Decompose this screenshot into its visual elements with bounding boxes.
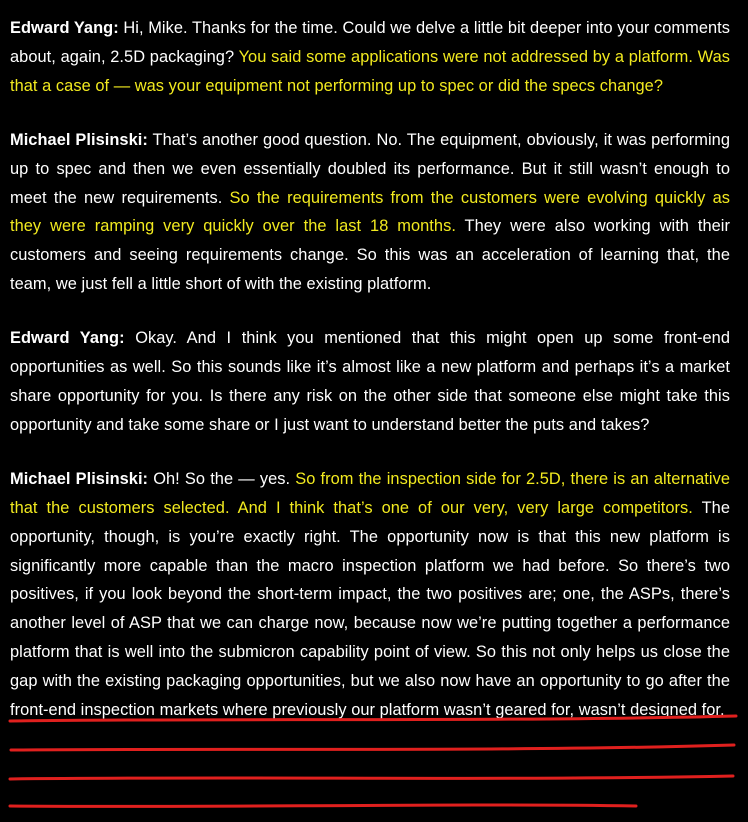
paragraph-text: The opportunity, though, is you’re exactly right. The opportunity now is that this new platform is significantly more capable than the macro inspection platform we had before. So there’s two positives, if you look beyond the short-term impact, the two positives are; one, the ASPs, there’s another level of ASP that we can charge now, because now we’re putting together a performance platform that is well into the submicron capability point of view. So this not only helps us close the gap with the existing packaging opportunities, but we also now have an opportunity to go after the front-end inspection markets where previously our platform wasn’t geared for, wasn’t designed for.: [10, 498, 730, 720]
highlighted-text: You said some applications were not addressed by a platform. Was that a case of — was your equipment not performing up to spec or did the specs change?: [10, 47, 730, 95]
paragraph-text: Okay. And I think you mentioned that this might open up some front-end opportunities as well. So this sounds like it’s almost like a new platform and perhaps it’s a market share opportunity for you. Is there any risk on the other side that someone else might take this opportunity and take some share or I just want to understand better the puts and takes?: [10, 329, 730, 434]
red-underline-mark: [10, 776, 733, 779]
transcript-paragraph: [10, 324, 730, 440]
paragraph-text: They were also working with their customers and seeing requirements change. So this was an acceleration of learning that, the team, we just fell a little short of with the existing platform.: [10, 217, 731, 294]
speaker-name: Edward Yang:: [10, 19, 119, 37]
highlighted-text: So from the inspection side for 2.5D, there is an alternative that the customers selected. And I think that’s one of our very, very large competitors.: [10, 469, 730, 517]
speaker-name: Michael Plisinski:: [10, 469, 149, 488]
speaker-name: Edward Yang:: [10, 329, 125, 348]
transcript-paragraph: [10, 465, 730, 725]
paragraph-text: Oh! So the — yes.: [148, 469, 296, 488]
paragraph-text: Hi, Mike. Thanks for the time. Could we delve a little bit deeper into your comments about, again, 2.5D packaging?: [10, 19, 731, 66]
paragraph-text: That’s another good question. No. The equipment, obviously, it was performing up to spec and then we even essentially doubled its performance. But it still wasn’t enough to meet the new requirements.: [10, 130, 730, 207]
highlighted-text: So the requirements from the customers were evolving quickly as they were ramping very quickly over the last 18 months.: [10, 188, 730, 236]
red-underline-mark: [10, 805, 636, 806]
transcript: [10, 14, 730, 750]
transcript-paragraph: [10, 14, 730, 101]
speaker-name: Michael Plisinski:: [10, 130, 148, 149]
transcript-paragraph: [10, 126, 730, 299]
